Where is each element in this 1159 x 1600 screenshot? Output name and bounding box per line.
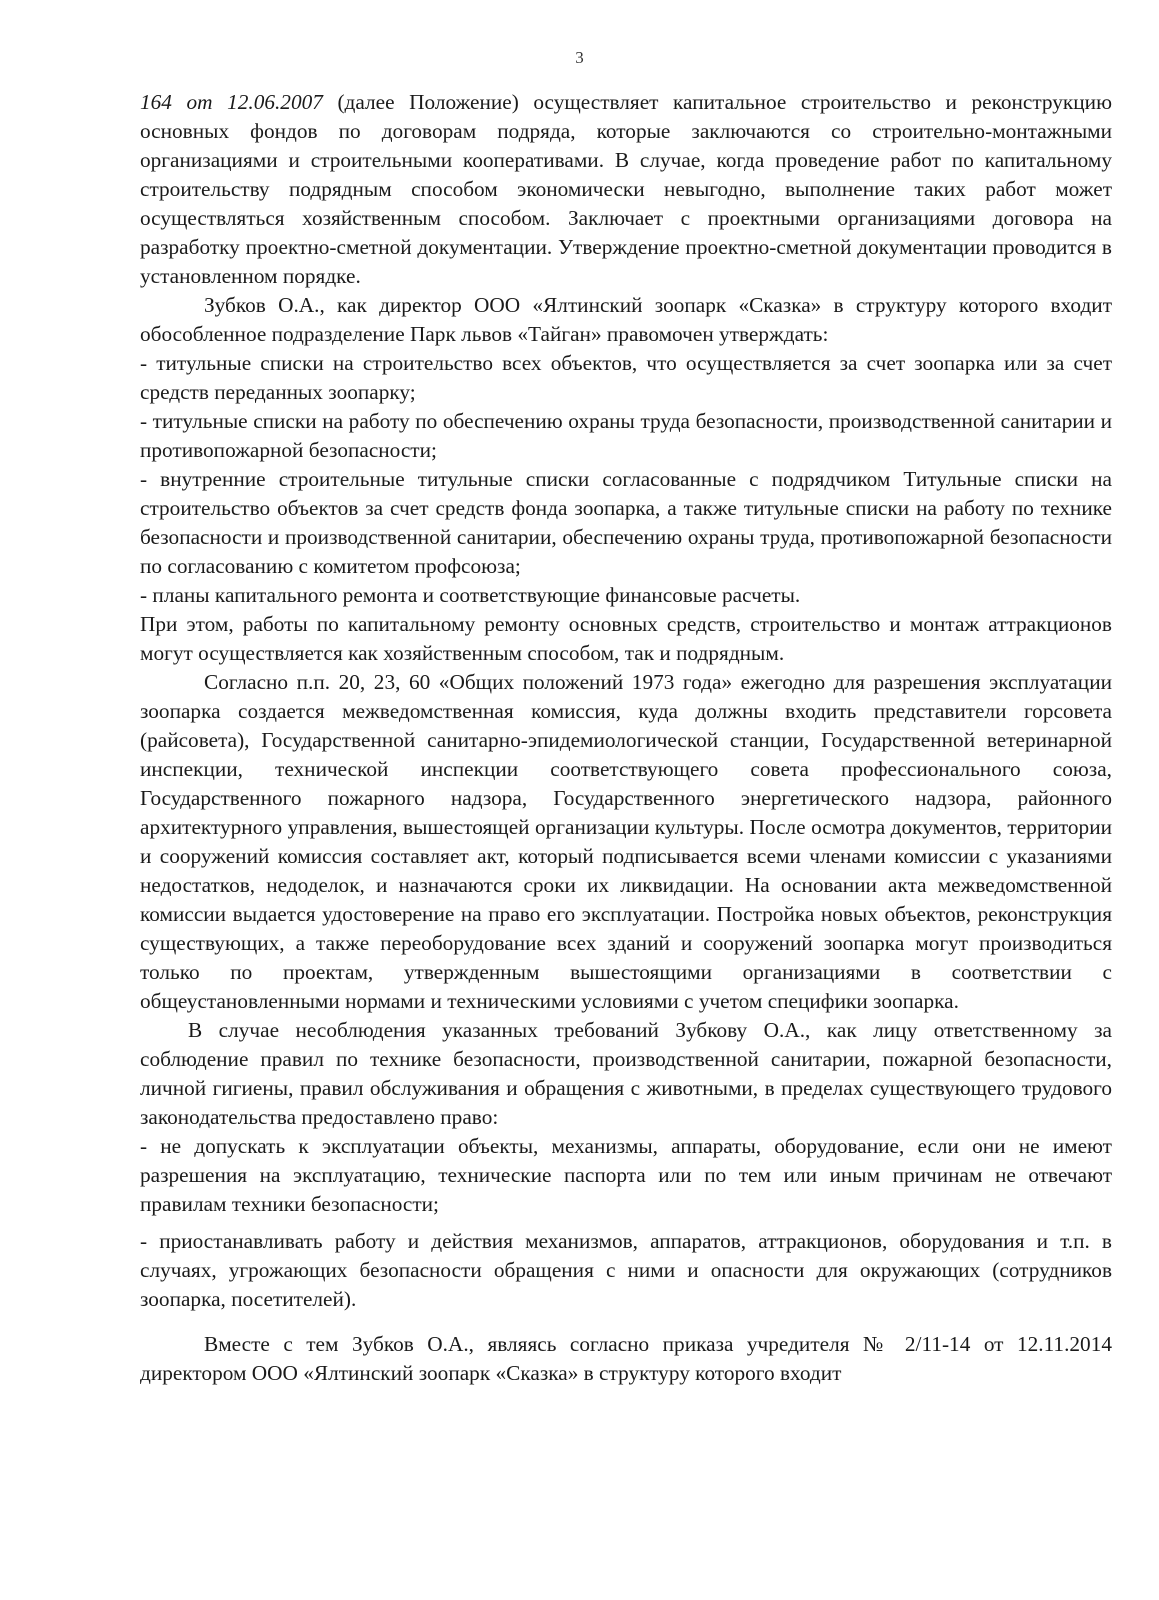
document-body	[140, 88, 1112, 1388]
intro-text: (далее Положение) осуществляет капитальное строительство и реконструкцию основных фондов по договорам подряда, которые заключаются со строительно-монтажными организациями и строительными кооперативами. В случае, когда проведение работ по капитальному строительству подрядным способом экономически невыгодно, выполнение таких работ может осуществляться хозяйственным способом. Заключает с проектными организациями договора на разработку проектно-сметной документации. Утверждение проектно-сметной документации проводится в установленном порядке.	[140, 90, 1112, 288]
approve-item: - внутренние строительные титульные списки согласованные с подрядчиком Титульные списки на строительство объектов за счет средств фонда зоопарка, а также титульные списки на работу по технике безопасности и производственной санитарии, обеспечению охраны труда, противопожарной безопасности по согласованию с комитетом профсоюза;	[140, 467, 1112, 578]
final-paragraph: Вместе с тем Зубков О.А., являясь согласно приказа учредителя № 2/11-14 от 12.11.2014 директором ООО «Ялтинский зоопарк «Сказка» в структуру которого входит	[140, 1332, 1112, 1385]
approve-item: - титульные списки на работу по обеспечению охраны труда безопасности, производственной санитарии и противопожарной безопасности;	[140, 409, 1112, 462]
approve-item: - планы капитального ремонта и соответствующие финансовые расчеты.	[140, 583, 801, 607]
commission-paragraph: Согласно п.п. 20, 23, 60 «Общих положений 1973 года» ежегодно для разрешения эксплуатации зоопарка создается межведомственная комиссия, куда должны входить представители горсовета (райсовета), Государственной санитарно-эпидемиологической станции, Государственной ветеринарной инспекции, технической инспекции соответствующего совета профессионального союза, Государственного пожарного надзора, Государственного энергетического надзора, районного архитектурного управления, вышестоящей организации культуры. После осмотра документов, территории и сооружений комиссия составляет акт, который подписывается всеми членами комиссии с указаниями недостатков, недоделок, и назначаются сроки их ликвидации. На основании акта межведомственной комиссии выдается удостоверение на право его эксплуатации. Постройка новых объектов, реконструкция существующих, а также переоборудование всех зданий и сооружений зоопарка могут производиться только по проектам, утвержденным вышестоящими организациями в соответствии с общеустановленными нормами и техническими условиями с учетом специфики зоопарка.	[140, 670, 1112, 1013]
right-item: - приостанавливать работу и действия механизмов, аппаратов, аттракционов, оборудования и т.п. в случаях, угрожающих безопасности обращения с ними и опасности для окружающих (сотрудников зоопарка, посетителей).	[140, 1229, 1112, 1311]
right-item: - не допускать к эксплуатации объекты, механизмы, аппараты, оборудование, если они не имеют разрешения на эксплуатацию, технические паспорта или по тем или иным причинам не отвечают правилам техники безопасности;	[140, 1134, 1112, 1216]
violation-paragraph: В случае несоблюдения указанных требований Зубкову О.А., как лицу ответственному за соблюдение правил по технике безопасности, производственной санитарии, пожарной безопасности, личной гигиены, правил обслуживания и обращения с животными, в пределах существующего трудового законодательства предоставлено право:	[140, 1018, 1112, 1129]
page-number: 3	[575, 48, 584, 67]
regulation-reference: 164 от 12.06.2007	[140, 90, 323, 114]
repairs-paragraph: При этом, работы по капитальному ремонту основных средств, строительство и монтаж аттракционов могут осуществляется как хозяйственным способом, так и подрядным.	[140, 612, 1112, 665]
approve-item: - титульные списки на строительство всех объектов, что осуществляется за счет зоопарка или за счет средств переданных зоопарку;	[140, 351, 1112, 404]
intro-paragraph	[140, 88, 1112, 291]
director-paragraph: Зубков О.А., как директор ООО «Ялтинский зоопарк «Сказка» в структуру которого входит обособленное подразделение Парк львов «Тайган» правомочен утверждать:	[140, 293, 1112, 346]
